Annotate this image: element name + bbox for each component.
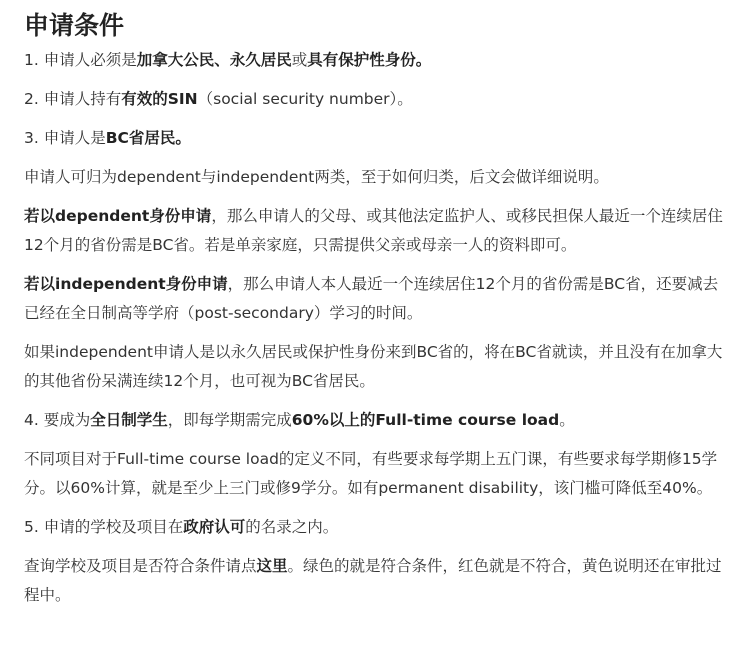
paragraph-dependent	[24, 202, 729, 260]
requirement-1	[24, 46, 729, 75]
text: 2. 申请人持有	[24, 90, 122, 108]
text: 1. 申请人必须是	[24, 51, 137, 69]
bold-text: 若以independent身份申请	[24, 275, 228, 293]
bold-text: BC省居民。	[105, 129, 191, 147]
requirement-2	[24, 85, 729, 114]
text: ，那么申请人的父母、或其他法定监护人、或移民担保人最近一个连续居住12个月的省份需是BC省。若是单亲家庭，只需提供父亲或母亲一人的资料即可。	[24, 207, 723, 254]
bold-text: 具有保护性身份。	[307, 51, 432, 69]
text: 4. 要成为	[24, 411, 91, 429]
section-title: 申请条件	[24, 11, 125, 40]
bold-text: 有效的SIN	[121, 90, 198, 108]
bold-text: 加拿大公民、永久居民	[136, 51, 292, 69]
text: （social security number）。	[197, 90, 413, 108]
text: 5. 申请的学校及项目在	[24, 518, 184, 536]
requirement-5	[24, 513, 729, 542]
text: 的名录之内。	[245, 518, 339, 536]
paragraph-classification: 申请人可归为dependent与independent两类，至于如何归类，后文会做详细说明。	[24, 168, 609, 186]
bold-text: 全日制学生	[90, 411, 168, 429]
paragraph-lookup	[24, 552, 729, 610]
text: ，即每学期需完成	[167, 411, 292, 429]
requirement-4	[24, 406, 729, 435]
requirement-3	[24, 124, 729, 153]
paragraph-independent-pr: 如果independent申请人是以永久居民或保护性身份来到BC省的，将在BC省就读，并且没有在加拿大的其他省份呆满连续12个月，也可视为BC省居民。	[24, 343, 723, 390]
paragraph-course-load: 不同项目对于Full-time course load的定义不同，有些要求每学期上五门课，有些要求每学期修15学分。以60%计算，就是至少上三门或修9学分。如有permanent disability，该门槛可降低至40%。	[24, 450, 718, 497]
paragraph-independent	[24, 270, 729, 328]
text: 。绿色的就是符合条件，红色就是不符合，黄色说明还在审批过程中。	[24, 557, 722, 604]
text: 3. 申请人是	[24, 129, 106, 147]
text: 查询学校及项目是否符合条件请点	[24, 557, 257, 575]
bold-text: 60%以上的Full-time course load	[291, 411, 560, 429]
text: ，那么申请人本人最近一个连续居住12个月的省份需是BC省，还要减去已经在全日制高等学府（post-secondary）学习的时间。	[24, 275, 719, 322]
text: 或	[291, 51, 308, 69]
here-link[interactable]: 这里	[256, 557, 288, 575]
bold-text: 政府认可	[183, 518, 246, 536]
bold-text: 若以dependent身份申请	[24, 207, 212, 225]
text: 。	[559, 411, 575, 429]
